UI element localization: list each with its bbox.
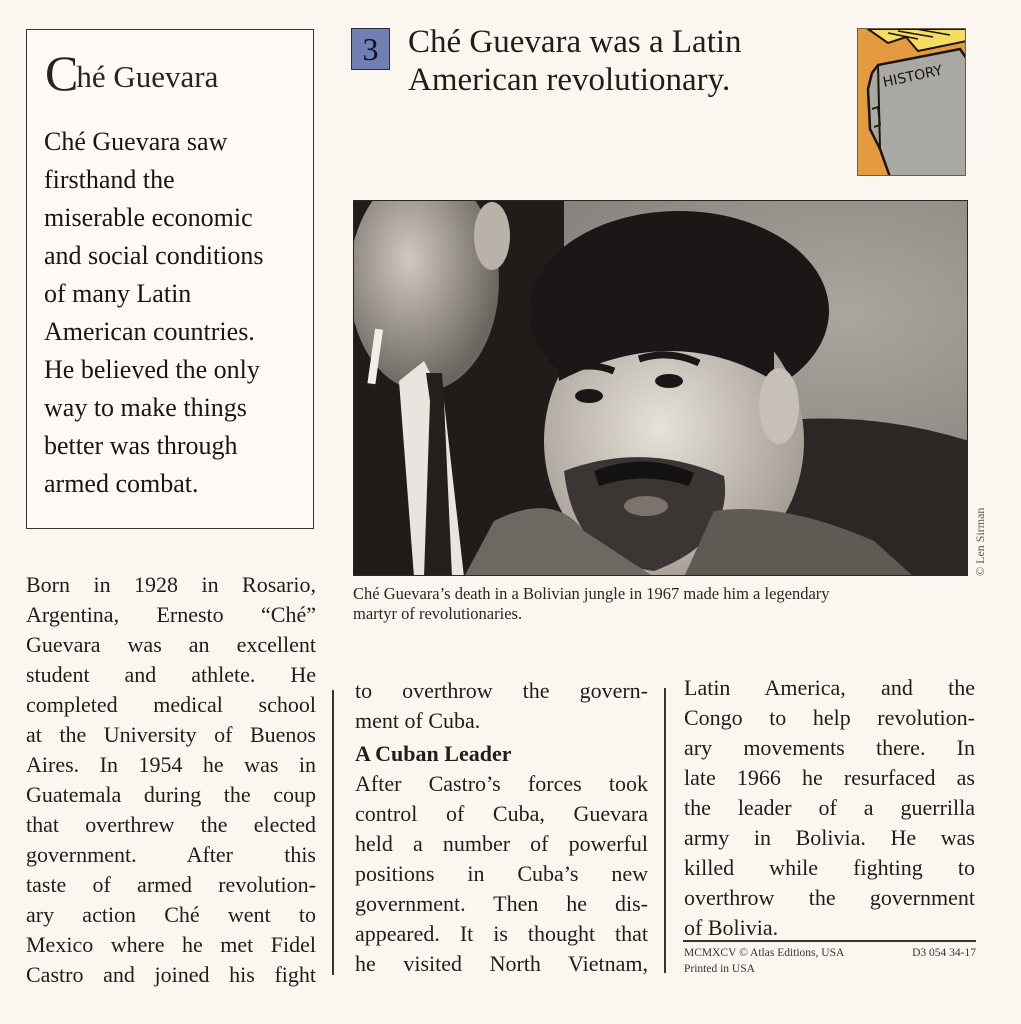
text-line: government. After this (26, 842, 316, 867)
footer (684, 945, 976, 977)
text-line: Argentina, Ernesto “Ché” (26, 602, 316, 627)
text-line: Congo to help revolution- (684, 705, 975, 730)
summary-line: miserable economic (44, 203, 253, 232)
heading-line: American revolutionary. (408, 62, 731, 98)
text-line: that overthrew the elected (26, 812, 316, 837)
summary-line: American countries. (44, 317, 255, 346)
text-line: overthrow the government (684, 885, 975, 910)
text-line: positions in Cuba’s new (355, 861, 648, 886)
category-label: HISTORY (881, 62, 945, 91)
text-line: to overthrow the govern- (355, 678, 648, 703)
text-line: army in Bolivia. He was (684, 825, 975, 850)
card-number-badge: 3 (351, 28, 390, 70)
article-column-1 (26, 570, 316, 990)
summary-line: of many Latin (44, 279, 192, 308)
card-summary (44, 123, 306, 503)
text-line: at the University of Buenos (26, 722, 316, 747)
product-code: D3 054 34-17 (912, 947, 976, 959)
card-title-initial: C (45, 45, 79, 101)
summary-card (26, 29, 314, 529)
photo-image (354, 201, 968, 576)
text-line: held a number of powerful (355, 831, 648, 856)
text-line: completed medical school (26, 692, 316, 717)
text-line: he visited North Vietnam, (355, 951, 648, 976)
text-line: Castro and joined his fight (26, 962, 316, 987)
history-book-icon (857, 28, 966, 176)
summary-line: He believed the only (44, 355, 260, 384)
text-line: taste of armed revolution- (26, 872, 316, 897)
text-line: Guatemala during the coup (26, 782, 316, 807)
footer-rule (683, 940, 976, 942)
text-line: late 1966 he resurfaced as (684, 765, 975, 790)
history-book-illustration (858, 29, 966, 176)
text-line: Guevara was an excellent (26, 632, 316, 657)
text-line: After Castro’s forces took (355, 771, 648, 796)
photo-credit: © Len Sirman (973, 507, 987, 576)
text-line: Aires. In 1954 he was in (26, 752, 316, 777)
photo-caption (353, 584, 973, 624)
page-heading (408, 23, 828, 99)
section-subheading: A Cuban Leader (355, 741, 512, 766)
che-guevara-photo (353, 200, 968, 576)
summary-line: firsthand the (44, 165, 175, 194)
text-line: of Bolivia. (684, 915, 779, 940)
text-line: ment of Cuba. (355, 708, 481, 733)
text-line: the leader of a guerrilla (684, 795, 975, 820)
text-line: government. Then he dis- (355, 891, 648, 916)
copyright-text: MCMXCV © Atlas Editions, USA (684, 947, 845, 959)
text-line: Born in 1928 in Rosario, (26, 572, 316, 597)
summary-line: better was through (44, 431, 238, 460)
card-title-rest: hé Guevara (76, 59, 219, 94)
column-divider (664, 688, 666, 973)
heading-line: Ché Guevara was a Latin (408, 24, 742, 60)
card-title (45, 45, 219, 101)
summary-line: and social conditions (44, 241, 264, 270)
article-column-3 (684, 673, 975, 943)
caption-line: Ché Guevara’s death in a Bolivian jungle in 1967 made him a legendary (353, 584, 830, 603)
summary-line: Ché Guevara saw (44, 127, 228, 156)
summary-line: way to make things (44, 393, 247, 422)
text-line: ary action Ché went to (26, 902, 316, 927)
column-divider (332, 690, 334, 975)
caption-line: martyr of revolutionaries. (353, 604, 523, 623)
text-line: control of Cuba, Guevara (355, 801, 648, 826)
text-line: ary movements there. In (684, 735, 975, 760)
text-line: Mexico where he met Fidel (26, 932, 316, 957)
text-line: Latin America, and the (684, 675, 975, 700)
article-column-2 (355, 676, 648, 979)
summary-line: armed combat. (44, 469, 199, 498)
text-line: student and athlete. He (26, 662, 316, 687)
printed-text: Printed in USA (684, 963, 755, 975)
text-line: killed while fighting to (684, 855, 975, 880)
text-line: appeared. It is thought that (355, 921, 648, 946)
